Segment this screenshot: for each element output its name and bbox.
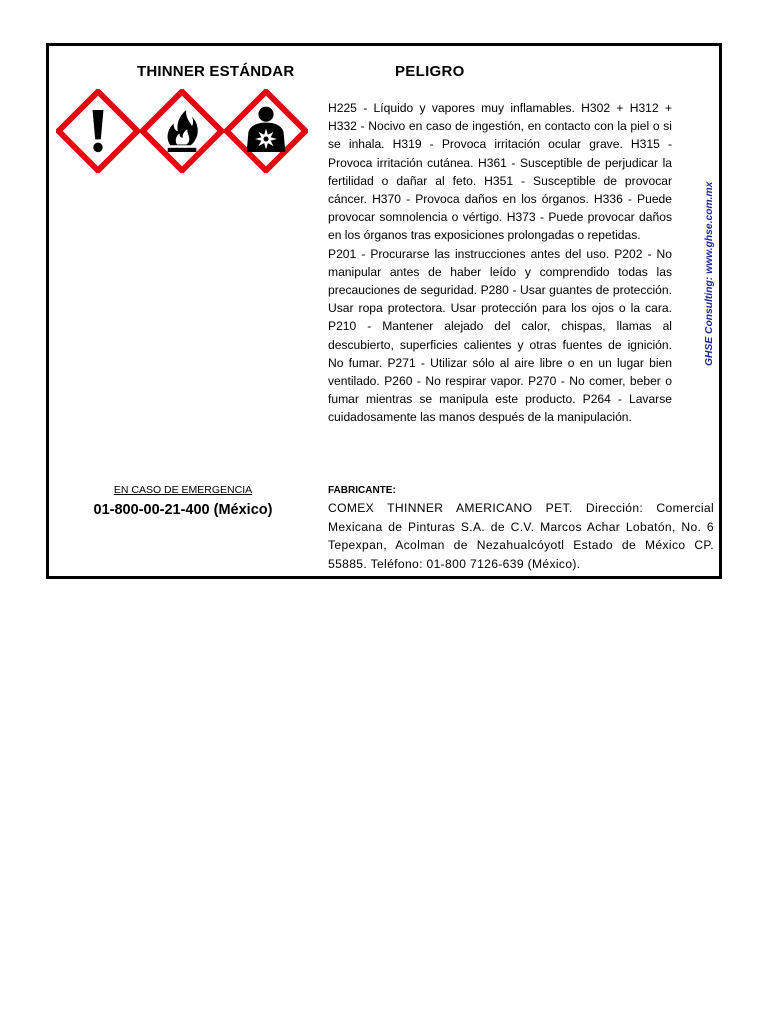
emergency-section-label [49, 484, 317, 496]
hazard-precautionary-statements [328, 99, 672, 427]
ghs-label [46, 43, 722, 579]
ghs02-flame-icon [140, 89, 224, 173]
product-name: THINNER ESTÁNDAR [137, 63, 295, 80]
consulting-credit-text: GHSE Consulting: www.ghse.com.mx [704, 181, 715, 366]
signal-word: PELIGRO [395, 63, 465, 80]
hazard-pictograms [56, 89, 316, 173]
emergency-phone: 01-800-00-21-400 (México) [93, 502, 273, 518]
precautionary-statements: P201 - Procurarse las instrucciones antes del uso. P202 - No manipular antes de haber leído y comprendido todas las precauciones de seguridad. P280 - Usar guantes de protección. Usar ropa protectora. Usar protección para los ojos o la cara. P210 - Mantener alejado del calor, chispas, llamas al descubierto, superficies calientes y otras fuentes de ignición. No fumar. P271 - Utilizar sólo al aire libre o en un lugar bien ventilado. P260 - No respirar vapor. P270 - No comer, beber o fumar mientras se manipula este producto. P264 - Lavarse cuidadosamente las manos después de la manipulación. [328, 246, 672, 425]
manufacturer-title: FABRICANTE: [328, 485, 396, 496]
manufacturer-details: COMEX THINNER AMERICANO PET. Dirección: Comercial Mexicana de Pinturas S.A. de C.V. Marcos Achar Lobatón, No. 6 Tepexpan, Acolman de Nezahualcóyotl Estado de México CP. 55885. Teléfono: 01-800 7126-639 (México). [328, 501, 714, 571]
hazard-statements: H225 - Líquido y vapores muy inflamables. H302 + H312 + H332 - Nocivo en caso de ingestión, en contacto con la piel o si se inhala. H319 - Provoca irritación ocular grave. H315 - Provoca irritación cutánea. H361 - Susceptible de perjudicar la fertilidad o dañar al feto. H351 - Susceptible de provocar cáncer. H370 - Provoca daños en los órganos. H336 - Puede provocar somnolencia o vértigo. H373 - Puede provocar daños en los órganos tras exposiciones prolongadas o repetidas. [328, 101, 672, 243]
ghs07-exclamation-mark-icon [56, 89, 140, 173]
emergency-label-text: EN CASO DE EMERGENCIA [113, 484, 253, 496]
ghs08-health-hazard-icon [224, 89, 308, 173]
